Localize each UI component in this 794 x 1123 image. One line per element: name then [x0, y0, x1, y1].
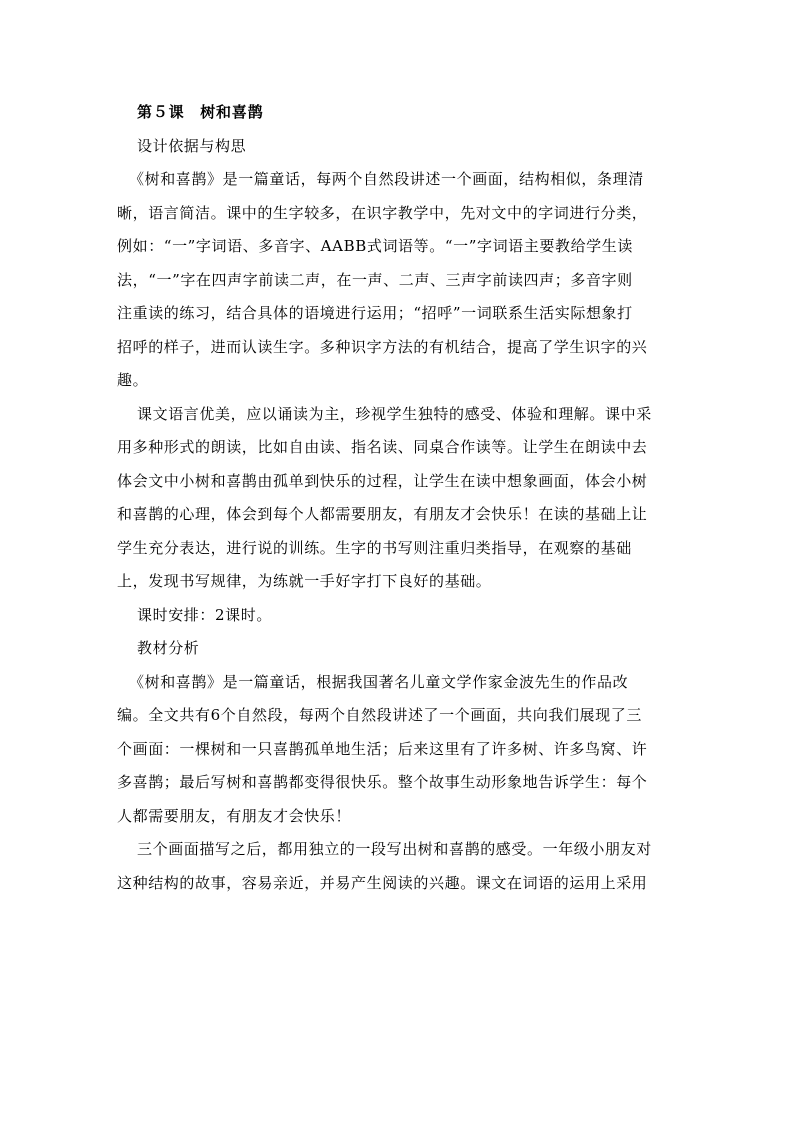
text-line: 这种结构的故事，容易亲近，并易产生阅读的兴趣。课文在词语的运用上采用: [117, 873, 648, 892]
text-line: 体会文中小树和喜鹊由孤单到快乐的过程，让学生在读中想象画面，体会小树: [117, 471, 648, 490]
text-line: 注重读的练习，结合具体的语境进行运用；“招呼”一词联系生活实际想象打: [117, 304, 633, 322]
text-line: 学生充分表达，进行说的训练。生字的书写则注重归类指导，在观察的基础: [117, 538, 632, 557]
text-line: 编。全文共有6个自然段，每两个自然段讲述了一个画面，共向我们展现了三: [117, 706, 642, 724]
paragraph-design-2: [117, 398, 677, 599]
text-line: 例如：“一”字词语、多音字、AABB式词语等。“一”字词语主要教给学生读: [117, 237, 633, 255]
text-line: 《树和喜鹊》是一篇童话，每两个自然段讲述一个画面，结构相似，条理清: [129, 170, 644, 188]
text-line: 招呼的样子，进而认读生字。多种识字方法的有机结合，提高了学生识字的兴: [117, 337, 648, 356]
text-line: 用多种形式的朗读，比如自由读、指名读、同桌合作读等。让学生在朗读中去: [117, 438, 648, 456]
text-line: 人都需要朋友，有朋友才会快乐！: [117, 806, 352, 825]
text-line: 《树和喜鹊》是一篇童话，根据我国著名儿童文学作家金波先生的作品改: [129, 672, 629, 691]
text-line: 课文语言优美，应以诵读为主，珍视学生独特的感受、体验和理解。课中采: [137, 404, 652, 423]
text-line: 个画面：一棵树和一只喜鹊孤单地生活；后来这里有了许多树、许多鸟窝、许: [117, 739, 648, 758]
section-heading-design: 设计依据与构思: [137, 136, 247, 155]
text-line: 上，发现书写规律，为练就一手好字打下良好的基础。: [117, 572, 492, 590]
text-line: 三个画面描写之后，都用独立的一段写出树和喜鹊的感受。一年级小朋友对: [137, 840, 652, 858]
text-line: 法，“一”字在四声字前读二声，在一声、二声、三声字前读四声；多音字则: [117, 270, 633, 289]
text-line: 晰，语言简洁。课中的生字较多，在识字教学中，先对文中的字词进行分类，: [117, 203, 648, 222]
paragraph-analysis-1: [117, 666, 677, 834]
schedule-text: 课时安排：2课时。: [137, 605, 272, 624]
text-line: 多喜鹊；最后写树和喜鹊都变得很快乐。整个故事生动形象地告诉学生：每个: [117, 773, 648, 791]
paragraph-design-1: [117, 163, 677, 398]
text-line: 趣。: [117, 371, 149, 389]
paragraph-analysis-2: [117, 833, 677, 900]
text-line: 和喜鹊的心理，体会到每个人都需要朋友，有朋友才会快乐！在读的基础上让: [117, 505, 648, 523]
section-heading-analysis: 教材分析: [137, 639, 200, 657]
lesson-title: 第５课 树和喜鹊: [137, 103, 264, 121]
document-page: [117, 96, 677, 900]
